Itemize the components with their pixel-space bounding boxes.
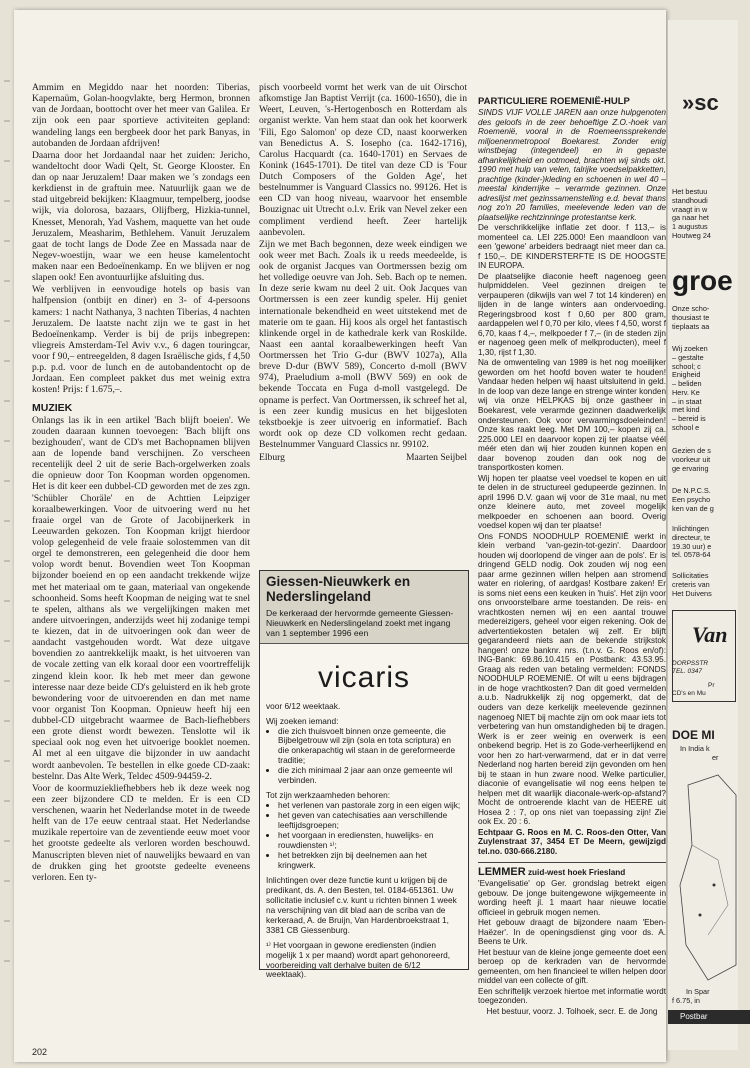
section-heading-muziek: MUZIEK: [32, 401, 73, 414]
text-line: Een psycho: [672, 494, 711, 504]
text-line: – in staat: [672, 396, 702, 406]
binding-marks: [4, 80, 10, 980]
text-line: met kind: [672, 405, 700, 415]
text-line: Pr: [708, 682, 715, 689]
text-line: Het Duivens: [672, 588, 712, 598]
text-fragment: [672, 487, 742, 513]
ad-title: Giessen-Nieuwkerk en Nederslingeland: [266, 574, 411, 604]
paragraph: pisch voorbeeld vormt het werk van de uit Oirschot afkomstige Jan Baptist Verrijt (ca. 1600-1650), die in Weert, Leuven, 's-Hertogenbosch en Rotterdam als organist werkte. Van hem staat dan ook het koorwerk 'Fili, Ego Salomon' op deze CD, naast koorwerken van Benedictus A. S. Iosepho (ca. 1642-1716), Carolus Hacquardt (ca. 1640-1701) en Servaes de Konink (1645-1701). De titel van deze CD is 'Four Dutch Composers of the Golden Age', het bestelnummer is Vanguard Classics no. 99126. Het is een CD van hoog niveau, waarvoor het ensemble Bouzignac uit Utrecht o.l.v. Erik van Nevel zeker een compliment verdiend heeft. Zeer hartelijk aanbevolen.: [259, 82, 467, 238]
ad-role: vicaris: [317, 660, 410, 694]
paragraph: 'Evangelisatie' op Ger. grondslag betrekt eigen gebouw. De jonge buitengewone wijkgemeente in wording heeft jl. 1 maart haar nieuwe locatie officieel in gebruik mogen nemen.: [478, 878, 666, 917]
ad-tasks-heading: Tot zijn werkzaamheden behoren:: [266, 790, 391, 801]
text-line: ken van de g: [672, 503, 714, 513]
column-middle: [259, 82, 467, 512]
text-line: school e: [672, 422, 700, 432]
text-line: In India k: [680, 744, 710, 753]
lemmer-signature: Het bestuur, voorz. J. Tolhoek, secr. E. de Jong: [486, 1006, 658, 1016]
text-fragment: [672, 188, 742, 241]
text-line: Houtweg 24: [672, 230, 711, 240]
text-line: Gezien de s: [672, 446, 711, 455]
text-line: thousiast te: [672, 312, 710, 322]
paragraph: Wij hopen ter plaatse veel voedsel te kopen en uit te delen in de structureel gedupeerde gezinnen. In april 1996 D.V. gaan wij voor de 31e maal, nu met onze kleinere auto, met zoveel mogelijk melkpoeder en schoenen aan boord. Overig voedsel kopen wij dan ter plaatse!: [478, 473, 666, 531]
text-line: CD's en Mu: [672, 689, 706, 697]
text-line: voorkeur uit: [672, 454, 711, 464]
text-line: tieplaats aa: [672, 321, 710, 331]
signature-author: Maarten Seijbel: [405, 452, 467, 464]
ad-tasks-list: [266, 801, 462, 871]
text-line: – beliden: [672, 379, 702, 388]
newspaper-page: [14, 10, 666, 1062]
vacancy-advertisement: [259, 570, 469, 980]
paragraph: We verblijven in eenvoudige hotels op basis van halfpension (ontbijt en diner) en 3- of 4-persoons kamers: 1 nacht Nathanya, 3 nachten Tiberias, 4 nachten Jeruzalem. De laatste nacht zijn we te gast in het Bedoeïnenkamp. Verder is bij de prijs inbegrepen: vliegreis Amsterdam-Tel Aviv v.v., 6 dagen touringcar, voor f 90,– entreegelden, 8 dagen Israëlische gids, f 4,50 p.p. p.d. voor de lunch en de autobandentocht op de Jordaan. Een compleet pakket dus met weinig extra kosten! Prijs: f 1.675,–.: [32, 284, 250, 396]
lemmer-notice: [478, 862, 666, 1016]
ad-hours: voor 6/12 weektaak.: [266, 700, 341, 711]
heading-fragment: DOE MI: [672, 728, 715, 742]
list-item: • het geven van catechisaties aan verschillende leeftijdsgroepen;: [278, 811, 462, 831]
column-right: [478, 96, 666, 1026]
page-number: 202: [32, 1047, 48, 1057]
lead-paragraph: SINDS VIJF VOLLE JAREN aan onze hulpgenoten des geloofs in de zeer behoeftige Z.O.-hoek van Roemenië, vooral in de Roemeenssprekende miljoenenmetropool Boekarest. Zonder enig winstbejag (integendeel) en in gepaste afhankelijkheid en ootmoed, brachten wij sinds okt. 1990 met hulp van velen, talrijke voedselpakketten, prachtige (kinder-)kleding en schoenen in wel 40 – meestal kinderrijke – verarmde gezinnen. Onze adreslijst met gezinssamenstelling e.d. bevat thans nog zo'n 20 families, meelevende leden van de plaatselijke rechtzinninge protestantse kerk.: [478, 108, 666, 222]
text-fragment: [672, 345, 742, 433]
ad-intro: De kerkeraad der hervormde gemeente Giessen-Nieuwkerk en Nederslingeland zoekt met ingang van 1 september 1996 een: [266, 607, 454, 639]
text-line: ga naar het: [672, 213, 709, 223]
text-line: Herv. Ke: [672, 387, 700, 397]
ad-header: [260, 571, 468, 644]
map-illustration: [678, 765, 736, 985]
paragraph: Voor de koormuziekliefhebbers heb ik deze week nog een zeer bijzondere CD te melden. Er is een CD verschenen, waarin het Nederlandse motet in de tweede helft van de 17e eeuw centraal staat. Het Nederlandse muzikale repertoire van de zeventiende eeuw moet voor het grootste gedeelte als verloren worden beschouwd. Manuscripten bleven niet of nauwelijks bewaard en van de drukken ging het grootste gedeelte eveneens verloren. Een ty-: [32, 782, 250, 883]
signature-place: Elburg: [259, 452, 285, 464]
masthead-fragment: »sc: [682, 90, 719, 115]
text-fragment: [672, 572, 742, 598]
text-fragment: [672, 745, 742, 763]
heading-fragment: groe: [672, 265, 733, 296]
list-item: • die zich minimaal 2 jaar aan onze gemeente wil verbinden.: [278, 766, 462, 786]
text-line: f 6.75, in: [672, 995, 700, 1005]
text-line: vraagt in w: [672, 204, 708, 214]
paragraph: Onlangs las ik in een artikel 'Bach blijft boeien'. We zouden daaraan kunnen toevoegen: 'Bach blijft ons bezighouden', want de CD's met Bachopnamen blijven aan de lopende band verschijnen. Zo verscheen recentelijk deel 2 uit de serie Bach-orgelwerken zoals die opnieuw door Ton Koopman worden opgenomen. Het is dit keer een dubbel-CD geworden met de zes zgn. 'Schübler Choräle' en de Achttien Leipziger koraalbewerkingen. Voor de uitvoering werd nu het fraaie orgel van de Grote of Jacobijnerkerk in Leeuwarden gekozen. Ton Koopman krijgt hierdoor volop gelegenheid de vele fraaie solostemmen van dit orgel te demonstreren, een gelegenheid die door hem volop wordt benut. Bovendien weet Ton Koopman bijzonder boeiend en op een aandacht trekkende wijze met het materiaal om te gaan, materiaal van ongekende schoonheid. Soms heeft Koopman de neiging wat te snel te spelen, althans als we vergelijkingen maken met andere uitvoeringen, anderzijds weet hij zodanige tempi te kiezen, dat in de uitvoeringen ook dan weer de aandacht vastgehouden wordt. Wat deze uitgave bovendien zo aantrekkelijk maakt, is het uitvoeren van de vocale zetting van elk koraal door een voortreffelijk zingend klein koor. Ik heb met meer dan gewone interesse naar deze beide CD's geluisterd en ik heb grote bewondering voor de uitvoerenden en dan met name voor organist Ton Koopman. Opnieuw heeft hij een dubbel-CD uitgebracht waarmee de Bach-liefhebbers een grote dienst wordt bewezen. Tenslotte wil ik speciaal ook nog even het uitvoerige booklet noemen. Al met al een uitgave die bijzonder in uw aandacht wordt aanbevolen. Te bestellen in elke goede CD-zaak: bestelnr. Das Alte Werk, Teldec 4509-94459-2.: [32, 414, 250, 782]
text-line: – bereid is: [672, 414, 706, 423]
paragraph: Ammim en Megiddo naar het noorden: Tiberias, Kapernaüm, Golan-hoogvlakte, berg Hermon, bronnen van de Jordaan, boottocht over het meer van Galilea. Er zijn ook een paar sportieve activiteiten gepland: wandeling langs een bergbeek door het park Banyas, in autobanden de Jordaan afdrijven!: [32, 82, 250, 149]
text-line: directeur, te: [672, 532, 711, 542]
text-fragment: [672, 525, 742, 560]
text-line: In Spar: [686, 987, 710, 996]
lemmer-subtitle: zuid-west hoek Friesland: [527, 868, 626, 878]
list-item: • die zich thuisvoelt binnen onze gemeente, die Bijbelgetrouw wil zijn (sola en tota scriptura) en die onkerapachtig wil staan in de gereformeerde traditie;: [278, 727, 462, 767]
text-line: Enigheid: [672, 370, 701, 380]
postbar-banner: Postbar: [668, 1010, 750, 1024]
ad-seek-heading: Wij zoeken iemand:: [266, 715, 339, 726]
paragraph: Na de omwenteling van 1989 is het nog moeilijker geworden om het hoofd boven water te houden! Vandaar heden helpen wij haast uitsluitend in geld. In de loop van deze lange en strenge winter konden wij via onze HELPKAS bij onze gastheer in Boekarest, vele verarmde gezinnen daadwerkelijk ondersteunen. Ook voor verwarmingsdoeleinden! Onze kas raakt leeg. Met DM 100,– kopen zij ca. 225.000 LEI en daarvoor kopen zij ter plaatse véél méér eten dan wij hier zouden kunnen kopen en daar bovenop zouden dan ook nog de transportkosten komen.: [478, 358, 666, 473]
text-line: Onze scho-: [672, 304, 710, 313]
text-line: standhoudi: [672, 195, 708, 205]
text-line: er: [712, 752, 719, 762]
list-item: • het verlenen van pastorale zorg in een eigen wijk;: [278, 801, 462, 811]
ad-body: [260, 644, 468, 985]
paragraph: De verschrikkelijke inflatie zet door. f 113,– is momenteel ca. LEI 225.000! Een maandloon van een 'gewone' arbeiders bedraagt niet meer dan ca. f 150,–. DE KINDERSTERFTE IS DE HOOGSTE IN EUROPA.: [478, 223, 666, 271]
paragraph: Het gebouw draagt de bijzondere naam 'Eben-Haëzer'. In de openingsdienst ging voor ds. A. Beens te Urk.: [478, 918, 666, 947]
section-heading-roemenie: PARTICULIERE ROEMENIË-HULP: [478, 96, 630, 107]
text-fragment: [672, 988, 742, 1006]
article-signature: Echtpaar G. Roos en M. C. Roos-den Otter, Van Zuylenstraat 37, 3454 ET De Meern, gewijzigd tel.no. 030-666.2180.: [478, 827, 666, 856]
text-line: Inlichtingen: [672, 524, 709, 533]
text-line: 19.30 uur) e: [672, 541, 712, 551]
paragraph: De plaatselijke diaconie heeft nagenoeg geen hulpmiddelen. Veel gezinnen dreigen te verpauperen (dikwijls van wel 7 tot 14 kinderen) en lijden in de lange winters aan ondervoeding. Regeringsbrood kost f 0,60 per 800 gram, aardappelen wel f 0,70 per kilo, vlees f 4,50, worst f 6,70, kaas f 4,–, melkpoeder f 7,– (in de steden zijn er nagenoeg geen melk of melkproducten), meel f 1,30, rijst f 1,30.: [478, 271, 666, 357]
text-line: – gestalte: [672, 352, 704, 362]
ad-seek-list: [266, 727, 462, 787]
text-line: ge ervaring: [672, 463, 709, 473]
text-line: Sollicitaties: [672, 571, 709, 580]
list-item: • het betrekken zijn bij deelnemen aan het kringwerk.: [278, 851, 462, 871]
text-line: 1 augustus: [672, 222, 708, 231]
text-fragment: [672, 660, 742, 676]
ad-info: Inlichtingen over deze functie kunt u krijgen bij de predikant, ds. A. den Besten, tel. 0184-651361. Uw sollicitatie inclusief c.v. kunt u richten binnen 1 week na verschijning van dit blad aan de scriba van de kerkeraad, A. de Bruijn, Van Hardenbroekstraat 1, 3381 CB Giessenburg.: [266, 874, 457, 935]
text-line: TEL. 0347: [672, 667, 702, 675]
paragraph: Zijn we met Bach begonnen, deze week eindigen we ook weer met Bach. Zoals ik u reeds meedeelde, is ook de organist Jacques van Oortmerssen bezig om het volledige oeuvre van Joh. Seb. Bach op te nemen. In deze serie kwam nu deel 2 uit. Ook Jacques van Oortmerssen is een zeer kundig speler. Hij geniet internationale bekendheid en weet uitstekend met de materie om te gaan. Hij koos als orgel het fantastisch klinkende orgel in de kathedrale kerk van Roskilde. Naast een aantal koraalbewerkingen heeft Van Oortmerssen het Trio G-dur (BWV 1027a), Alla breve D-dur (BWV 589), Concerto d-moll (BWV 974), Praeludium a-moll (BWV 569) en ook de bekende Toccata en Fuga d-moll vastgelegd. De opname is perfect. Van Oortmerssen, ik schreef het al, is een zeer kundig musicus en het bijgesloten tekstboekje is zeer uitvoerig en informatief. Bach wordt ook op deze CD volkomen recht gedaan. Bestelnummer Vanguard Classics nr. 99102.: [259, 238, 467, 450]
paragraph: Daarna door het Jordaandal naar het zuiden: Jericho, wandeltocht door Wadi Qelt, St. George Klooster. En dan op naar Jeruzalem! Daar maken we 's zondags een kerkdienst in de graftuin mee. Natuurlijk gaan we de stad uitgebreid bekijken: Klaagmuur, tempelberg, joodse wijk, via dolorosa, bazaars, Olijfberg, Hizkia-tunnel, Knesset, Menorah, Yad Vashem, maquette van het oude Jeruzalem, Measharim, Bethlehem. Vanuit Jeruzalem gaat de tocht langs de Dode Zee en Massada naar de Negev-woestijn, waar we een heuse kamelentocht maken naar een Bedoeïnenkamp. En we blijven er nog slapen ook! Een avontuurlijke afsluiting dus.: [32, 149, 250, 284]
text-line: DORPSSTR: [672, 660, 709, 667]
text-fragment: [672, 305, 742, 331]
text-line: Het bestuu: [672, 187, 708, 196]
text-line: creteris van: [672, 579, 710, 589]
article-signature: [259, 452, 467, 463]
paragraph: Een schriftelijk verzoek hiertoe met informatie wordt toegezonden.: [478, 986, 666, 1006]
text-line: school; c: [672, 361, 701, 371]
text-line: Wij zoeken: [672, 344, 708, 353]
adjacent-page: [668, 20, 738, 1050]
list-item: • het voorgaan in erediensten, huwelijks- en rouwdiensten ¹⁾;: [278, 831, 462, 851]
text-line: tel. 0578-64: [672, 550, 711, 560]
advert-logo: Van: [692, 622, 728, 647]
text-line: De N.P.C.S.: [672, 486, 711, 495]
column-left: [32, 82, 250, 1042]
text-fragment: [672, 682, 742, 698]
paragraph: Het bestuur van de kleine jonge gemeente doet een beroep op de kerkraden van de hervormde gemeenten, om hen financieel te willen helpen door middel van een collecte of gift.: [478, 947, 666, 986]
text-fragment: [672, 447, 742, 473]
lemmer-title: LEMMER: [478, 866, 526, 879]
paragraph: Ons FONDS NOODHULP ROEMENIË werkt in klein verband 'van-gezin-tot-gezin'. Daardoor houden wij doorlopend de vinger aan de pols'. Er is dringend GELD nodig. Ook zouden wij nog een paar arme gezinnen willen helpen aan stromend water en riolering, of aardgas! Kostbare zaken! Er is soms niet eens een keuken in 'huis'. Het zijn voor ons onvoorstelbare arme toestanden. De reis- en vrachtkosten nemen wij en een aantal trouwe medereizigers, geheel voor eigen rekening. Ook de advertentiekosten betalen wij zelf. Er blijft gegarandeerd niets aan de bekende strijkstok hangen! onze banknr. nrs. (t.n.v. G. Roos en/of): ING-Bank: 69.86.10.415 en Postbank: 43.53.95. Graag als reden van betaling vermelden: FONDS NOODHULP ROEMENIË. Of wilt u eens bijdragen in de hoge vrachtkosten? Dan dit goed vermelden a.u.b. Nadrukkelijk zij nog opgemerkt, dat de ouders van deze kerkelijk meelevende gezinnen nagenoeg NIET bij machte zijn om ook maar iets tot verbetering van hun omstandigheden bij te dragen. Werk is er zeer weinig en overwerk is een onbekend begrip. Het is zo Gode-verheerlijkend en voor hen zo hart-verwarmend, dat er in dat verre Nederland nog harten bereid zijn gevonden om hen bij te staan in hun zware nood. Welke particulier, diaconie of evangelisatie wil nog eens helpen te helpen met dit waarlijk diaconale-werk-op-afstand? Mocht de ontroerende klacht van de HEERE uit Hosea 2 : 7, op ons niet van toepassing zijn! Zie ook Ex. 20 : 6.: [478, 531, 666, 827]
ad-footnote: ¹⁾ Het voorgaan in gewone erediensten (indien mogelijk 1 x per maand) wordt apart gehonoreerd, voorbereiding valt derhalve buiten de 6/12 weektaak).: [266, 939, 451, 980]
